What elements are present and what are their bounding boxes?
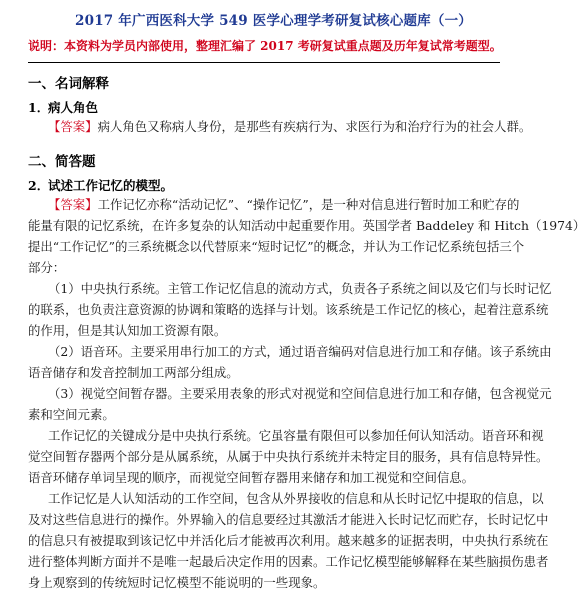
answer-line: （1）中央执行系统。主管工作记忆信息的流动方式，负责各子系统之间以及它们与长时记忆 [48,281,552,296]
question-1 [28,98,98,116]
answer-line: 及对这些信息进行的操作。外界输入的信息要经过其激活才能进入长时记忆而贮存，长时记忆中 [28,512,549,527]
answer-line: 素和空间元素。 [28,407,115,422]
notice-text: 说明：本资料为学员内部使用，整理汇编了 2017 考研复试重点题及历年复试常考题型。 [28,39,502,53]
answer-line: 部分： [28,260,66,275]
answer-line: （3）视觉空间暂存器。主要采用表象的形式对视觉和空间信息进行加工和存储，包含视觉元 [48,386,552,401]
answer-line: （2）语音环。主要采用串行加工的方式，通过语音编码对信息进行加工和存储。该子系统由 [48,344,552,359]
answer-text: 工作记忆亦称“活动记忆”、“操作记忆”，是一种对信息进行暂时加工和贮存的 [97,197,520,212]
answer-line: 身上观察到的传统短时记忆模型不能说明的一些现象。 [28,575,326,590]
answer-line [28,194,528,215]
answer-line: 的作用，但是其认知加工资源有限。 [28,323,227,338]
answer-text: 病人角色又称病人身份，是那些有疾病行为、求医行为和治疗行为的社会人群。 [97,119,532,134]
answer-line: 提出“工作记忆”的三系统概念以代替原来“短时记忆”的概念，并认为工作记忆系统包括三个 [28,239,525,254]
answer-line: 工作记忆的关键成分是中央执行系统。它虽容量有限但可以参加任何认知活动。语音环和视 [48,428,544,443]
question-title: 病人角色 [48,100,99,115]
answer-line: 觉空间暂存器两个部分是从属系统，从属于中央执行系统并未特定目的服务，具有信息特异性。 [28,449,549,464]
answer-line [28,116,532,137]
section-heading-short-answer: 二、简答题 [28,154,96,170]
answer-2 [28,194,585,593]
answer-line: 的联系，也负责注意资源的协调和策略的选择与计划。该系统是工作记忆的核心，起着注意系统 [28,302,549,317]
answer-tag: 【答案】 [48,197,98,212]
answer-tag: 【答案】 [48,119,98,134]
document-title: 2017 年广西医科大学 549 医学心理学考研复试核心题库（一） [75,13,472,29]
answer-line: 进行整体判断方面并不是唯一起最后决定作用的因素。工作记忆模型能够解释在某些脑损伤患者 [28,554,549,569]
answer-line: 工作记忆是人认知活动的工作空间，包含从外界接收的信息和从长时记忆中提取的信息，以 [48,491,544,506]
question-2 [28,176,173,194]
answer-1 [28,116,532,137]
question-title: 试述工作记忆的模型。 [48,178,174,193]
answer-line: 的信息只有被提取到该记忆中并活化后才能被再次利用。越来越多的证据表明，中央执行系统在 [28,533,549,548]
question-number: 2． [28,178,50,193]
answer-line: 语音储存和发音控制加工两部分组成。 [28,365,239,380]
answer-line: 语音环储存单词呈现的顺序，而视觉空间暂存器用来储存和加工视觉和空间信息。 [28,470,475,485]
divider [28,62,500,63]
answer-line: 能量有限的记忆系统，在许多复杂的认知活动中起重要作用。英国学者 Baddeley 和 Hitch（1974） [28,218,585,233]
question-number: 1． [28,100,50,115]
section-heading-terms: 一、名词解释 [28,76,109,92]
